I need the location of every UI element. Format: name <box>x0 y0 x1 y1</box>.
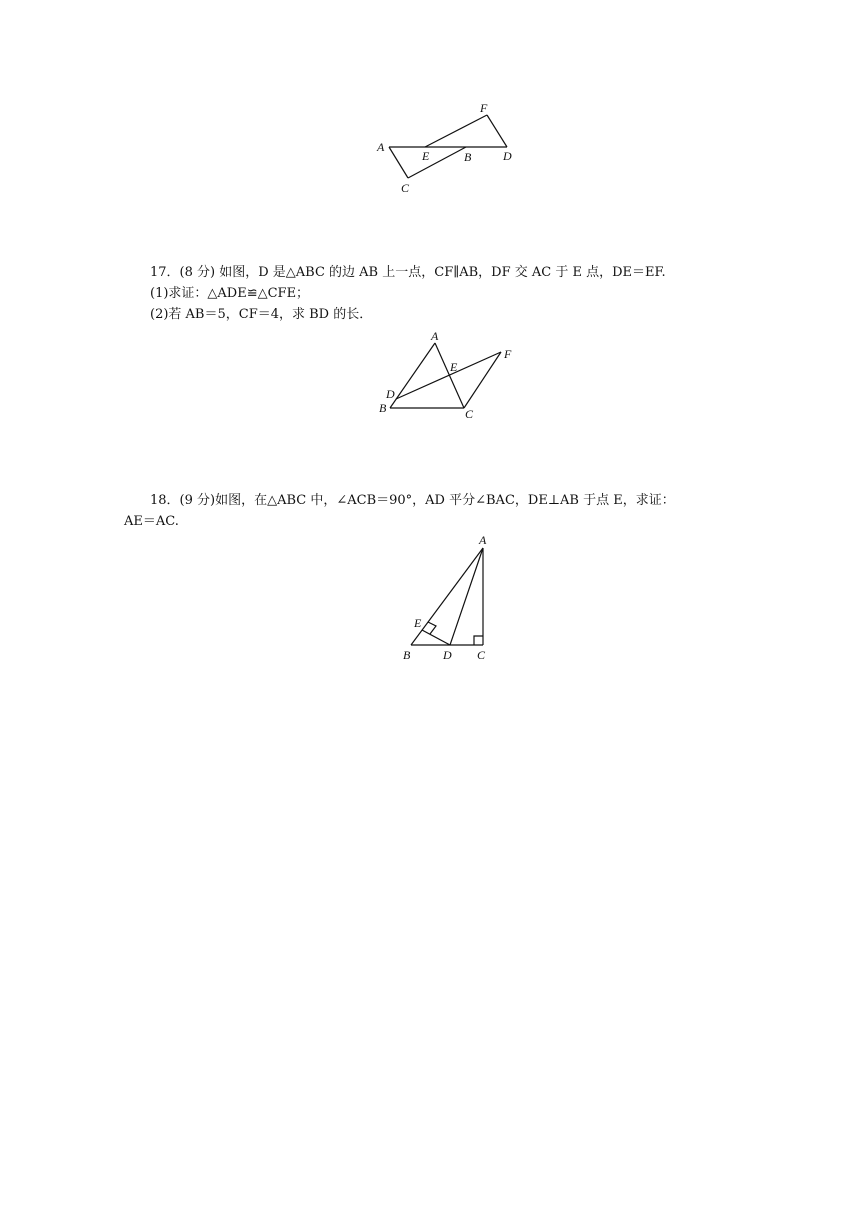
label-a: A <box>377 140 385 154</box>
label-e: E <box>422 149 430 163</box>
q18-line2: AE＝AC. <box>124 514 179 529</box>
label-e: E <box>414 616 422 630</box>
right-angle-mark-e <box>428 622 436 634</box>
figure-top-parallelogram <box>370 100 530 200</box>
segment-ac <box>389 147 408 178</box>
label-c: C <box>477 648 486 662</box>
q17-line2: (1)求证：△ADE≌△CFE； <box>150 286 310 301</box>
label-d: D <box>503 149 512 163</box>
figure-q17-svg <box>370 330 530 425</box>
label-d: D <box>386 387 395 401</box>
q17-line3: (2)若 AB＝5，CF＝4，求 BD 的长． <box>150 307 373 322</box>
segment-fd <box>487 115 507 147</box>
label-f: F <box>480 101 488 115</box>
label-c: C <box>465 407 474 421</box>
label-f: F <box>504 347 512 361</box>
label-a: A <box>431 329 439 343</box>
segment-ef <box>425 115 487 147</box>
figure-top-svg <box>370 100 530 200</box>
figure-q17 <box>370 330 530 425</box>
q18-line1: 18．(9 分)如图，在△ABC 中，∠ACB＝90°，AD 平分∠BAC，DE⊥AB 于点 E，求证： <box>150 493 675 508</box>
figure-q18 <box>395 535 505 665</box>
label-a: A <box>479 533 487 547</box>
label-d: D <box>443 648 452 662</box>
segment-ad <box>450 548 483 645</box>
segment-de <box>422 630 450 645</box>
q17-line1: 17．(8 分) 如图，D 是△ABC 的边 AB 上一点，CF∥AB，DF 交 AC 于 E 点，DE＝EF. <box>150 265 666 280</box>
segment-cb <box>408 147 466 178</box>
label-b: B <box>379 401 387 415</box>
label-b: B <box>464 150 472 164</box>
label-b: B <box>403 648 411 662</box>
label-e: E <box>450 360 458 374</box>
figure-q18-svg <box>395 535 505 665</box>
label-c: C <box>401 181 410 195</box>
right-angle-mark-c <box>474 636 483 645</box>
